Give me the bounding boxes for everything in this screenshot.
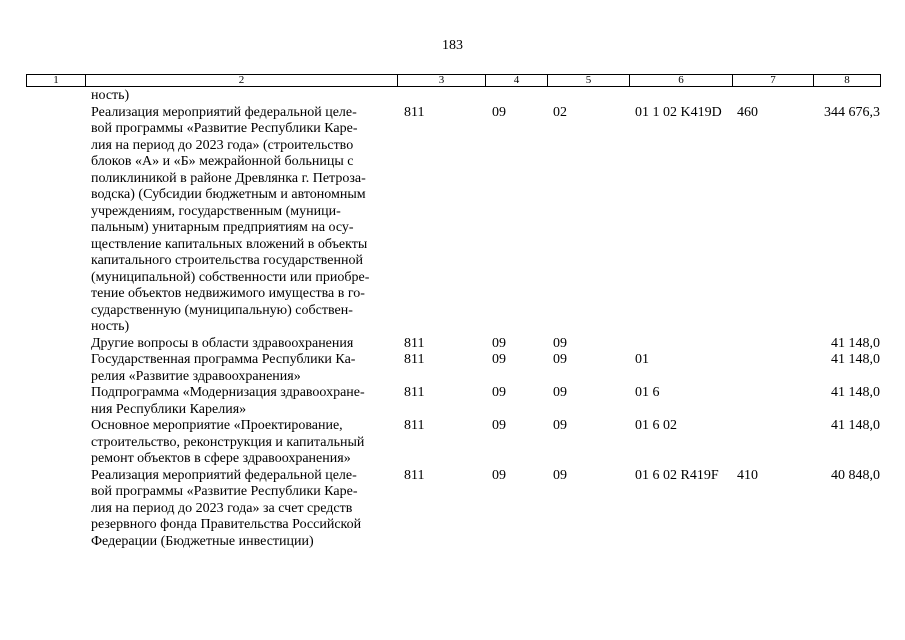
row-pr: 09 (553, 467, 567, 483)
row-pr: 09 (553, 418, 567, 433)
row-name: ность) (91, 88, 130, 103)
row-sum (814, 88, 881, 105)
row-sum: 344 676,3 (824, 104, 880, 120)
table-row (26, 352, 881, 385)
column-header-7: 7 (733, 75, 814, 87)
row-sum: 41 148,0 (831, 352, 880, 367)
row-csr: 01 1 02 K419D (635, 104, 722, 120)
table-row (26, 385, 881, 418)
row-ved: 811 (404, 352, 425, 367)
row-name: Государственная программа Республики Ка- релия «Развитие здравоохранения» (91, 352, 356, 384)
row-sum: 41 148,0 (831, 335, 880, 351)
row-ved (398, 88, 486, 105)
table-row (26, 105, 881, 336)
row-ved: 811 (404, 104, 425, 120)
table-row (26, 88, 881, 105)
row-csr: 01 6 (635, 385, 660, 400)
column-header-6: 6 (630, 75, 733, 87)
row-name: Другие вопросы в области здравоохранения (91, 335, 354, 351)
row-pr: 09 (553, 335, 567, 351)
row-sum: 41 148,0 (831, 385, 880, 400)
column-header-8: 8 (814, 75, 881, 87)
row-ved: 811 (404, 335, 425, 351)
row-rz: 09 (492, 385, 506, 400)
row-csr (630, 336, 733, 353)
column-header-2: 2 (86, 75, 398, 87)
column-header-5: 5 (548, 75, 630, 87)
row-csr: 01 6 02 (635, 418, 677, 433)
row-vr: 410 (737, 467, 758, 483)
row-pr: 09 (553, 385, 567, 400)
table-row (26, 418, 881, 468)
row-pr (548, 88, 630, 105)
row-rz: 09 (492, 418, 506, 433)
row-pr: 02 (553, 104, 567, 120)
row-ved: 811 (404, 467, 425, 483)
row-sum: 40 848,0 (831, 467, 880, 483)
row-vr: 460 (737, 104, 758, 120)
row-csr: 01 (635, 352, 649, 367)
table-row (26, 468, 881, 551)
row-vr (733, 88, 814, 105)
column-header-4: 4 (486, 75, 548, 87)
row-name: Реализация мероприятий федеральной целе- вой программы «Развитие Республики Каре- лия на период до 2023 года» за счет средств резервного фонда Правительства Российской Федерации (Бюджетные инвестиции) (91, 467, 362, 549)
row-ved: 811 (404, 418, 425, 433)
budget-table-body (26, 88, 881, 550)
row-name: Основное мероприятие «Проектирование, строительство, реконструкция и капитальный ремонт объектов в сфере здравоохранения» (91, 418, 365, 466)
row-name: Реализация мероприятий федеральной целе- вой программы «Развитие Республики Каре- лия на период до 2023 года» (строительство блоков «А» и «Б» межрайонной больницы с поликлиникой в районе Древлянка г. Петроза- водска) (Субсидии бюджетным и автономным учреждениям, государственным (муници- пальным) унитарным предприятиям на осу- ществление капитальных вложений в объекты капитального строительства государственной (муниципальной) собственности или приобре- тение объектов недвижимого имущества в го- сударственную (муниципальную) собствен- ность) (91, 104, 370, 334)
row-ved: 811 (404, 385, 425, 400)
page-number: 183 (442, 38, 463, 53)
row-rz: 09 (492, 467, 506, 483)
row-vr (733, 418, 814, 468)
row-rz: 09 (492, 335, 506, 351)
row-vr (733, 336, 814, 353)
row-name: Подпрограмма «Модернизация здравоохране- ния Республики Карелия» (91, 385, 365, 417)
table-row (26, 336, 881, 353)
row-rz: 09 (492, 104, 506, 120)
row-rz: 09 (492, 352, 506, 367)
row-vr (733, 385, 814, 418)
column-header-3: 3 (398, 75, 486, 87)
row-sum: 41 148,0 (831, 418, 880, 433)
column-number-header (26, 74, 881, 87)
row-csr (630, 88, 733, 105)
row-rz (486, 88, 548, 105)
row-pr: 09 (553, 352, 567, 367)
row-csr: 01 6 02 R419F (635, 467, 719, 483)
column-header-1: 1 (27, 75, 86, 87)
row-vr (733, 352, 814, 385)
